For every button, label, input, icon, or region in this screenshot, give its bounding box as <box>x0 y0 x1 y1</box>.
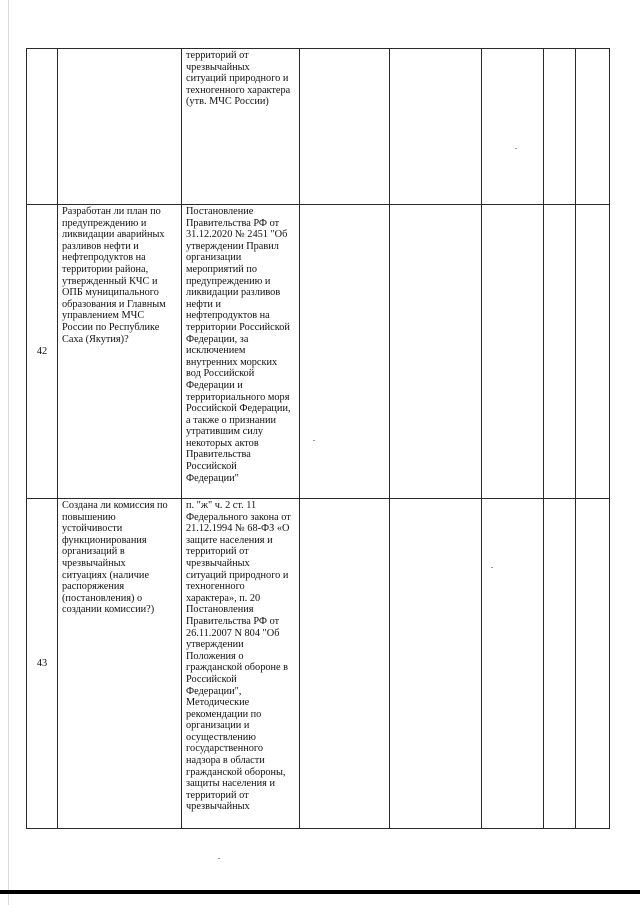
checklist-table <box>26 48 610 829</box>
question-cell <box>58 205 182 499</box>
question-cell <box>58 49 182 205</box>
answer-cell-na <box>482 205 544 499</box>
answer-cell-extra <box>544 499 576 829</box>
table-row <box>27 205 610 499</box>
scan-speck <box>515 148 517 149</box>
note-cell <box>576 499 610 829</box>
scan-speck <box>218 858 220 859</box>
table-row <box>27 49 610 205</box>
answer-cell-extra <box>544 49 576 205</box>
answer-cell-yes <box>300 49 390 205</box>
question-text <box>58 49 181 50</box>
basis-text: территорий от чрезвычайных ситуаций природного и техногенного характера (утв. МЧС России) <box>186 50 291 108</box>
answer-cell-na <box>482 499 544 829</box>
answer-cell-yes <box>300 499 390 829</box>
note-cell <box>576 49 610 205</box>
basis-cell <box>182 205 300 499</box>
basis-cell <box>182 499 300 829</box>
question-text: Создана ли комиссия по повышению устойчивости функционирования организаций в чрезвычайных ситуациях (наличие распоряжения (постановления) о создании комиссии?) <box>62 500 168 616</box>
answer-cell-yes <box>300 205 390 499</box>
scan-speck <box>491 567 493 568</box>
answer-cell-no <box>390 499 482 829</box>
scan-speck <box>313 440 315 441</box>
answer-cell-no <box>390 49 482 205</box>
answer-cell-na <box>482 49 544 205</box>
basis-cell <box>182 49 300 205</box>
row-number-cell <box>27 499 58 829</box>
scan-bottom-bar <box>0 890 640 894</box>
row-number: 42 <box>36 345 48 357</box>
row-number: 43 <box>36 657 48 669</box>
page-edge <box>8 0 9 905</box>
row-number-cell <box>27 49 58 205</box>
row-number-cell <box>27 205 58 499</box>
answer-cell-extra <box>544 205 576 499</box>
basis-text: п. "ж" ч. 2 ст. 11 Федерального закона от 21.12.1994 № 68-ФЗ «О защите населения и территорий от чрезвычайных ситуаций природного и техногенного характера», п. 20 Постановления Правительства РФ от 26.11.2007 N 804 "Об утверждении Положения о гражданской обороне в Российской Федерации", Методические рекомендации по организации и осуществлению государственного надзора в области гражданской обороны, защиты населения и территорий от чрезвычайных <box>186 500 291 813</box>
question-cell <box>58 499 182 829</box>
note-cell <box>576 205 610 499</box>
question-text: Разработан ли план по предупреждению и ликвидации аварийных разливов нефти и нефтепродуктов на территории района, утвержденный КЧС и ОПБ муниципального образования и Главным управлением МЧС России по Республике Саха (Якутия)? <box>62 206 166 345</box>
table-row <box>27 499 610 829</box>
answer-cell-no <box>390 205 482 499</box>
basis-text: Постановление Правительства РФ от 31.12.2020 № 2451 "Об утверждении Правил организации мероприятий по предупреждению и ликвидации разливов нефти и нефтепродуктов на территории Российской Федерации, за исключением внутренних морских вод Российской Федерации и территориального моря Российской Федерации, а также о признании утратившим силу некоторых актов Правительства Российской Федерации" <box>186 206 291 484</box>
